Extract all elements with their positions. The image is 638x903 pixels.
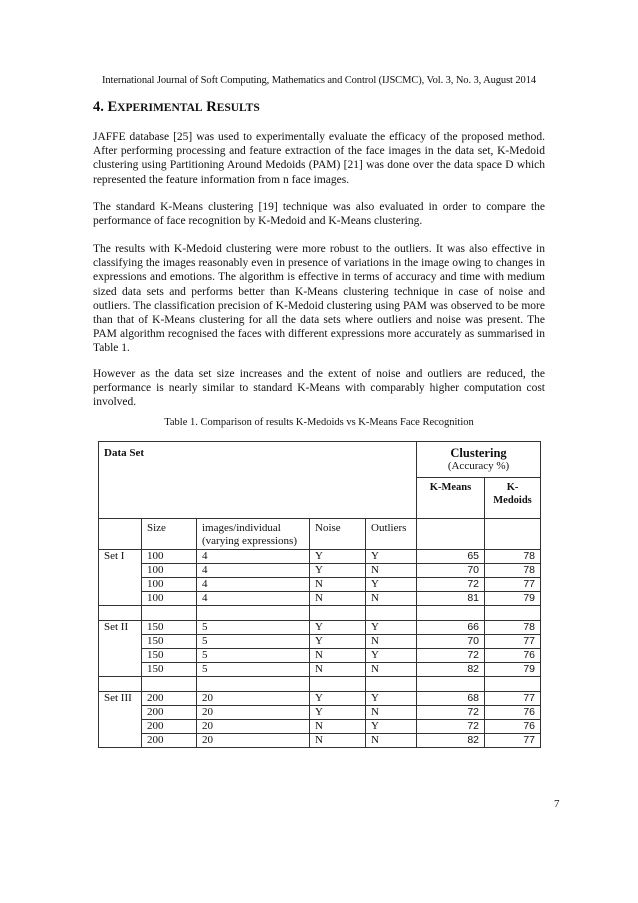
cell-images: 20 xyxy=(197,719,310,733)
set-name-cell: Set III xyxy=(99,691,142,747)
cell-noise: N xyxy=(310,662,366,676)
cell-noise: Y xyxy=(310,634,366,648)
cell-images: 5 xyxy=(197,648,310,662)
cell-outliers: N xyxy=(366,563,417,577)
spacer-row xyxy=(99,605,541,620)
cell-kmedoids: 78 xyxy=(485,620,541,634)
cell-size: 200 xyxy=(142,705,197,719)
cell-outliers: Y xyxy=(366,691,417,705)
cell-noise: Y xyxy=(310,705,366,719)
cell-kmeans: 65 xyxy=(417,549,485,563)
cell-noise: Y xyxy=(310,549,366,563)
cell-kmedoids: 76 xyxy=(485,719,541,733)
cell-kmeans: 70 xyxy=(417,563,485,577)
heading-rest-results: ESULTS xyxy=(216,102,260,114)
heading-initial-r: R xyxy=(206,99,217,115)
table-row xyxy=(99,691,541,705)
heading-rest-experimental: XPERIMENTAL xyxy=(117,102,203,114)
cell-kmeans: 68 xyxy=(417,691,485,705)
column-header-noise: Noise xyxy=(310,518,366,549)
clustering-header xyxy=(417,442,541,478)
cell-images: 5 xyxy=(197,662,310,676)
table-row xyxy=(99,549,541,563)
table-row xyxy=(99,577,541,591)
spacer-cell xyxy=(310,605,366,620)
cell-outliers: N xyxy=(366,591,417,605)
data-set-header: Data Set xyxy=(99,442,417,478)
cell-kmeans: 81 xyxy=(417,591,485,605)
cell-kmeans: 72 xyxy=(417,719,485,733)
table-row xyxy=(99,705,541,719)
cell-noise: Y xyxy=(310,620,366,634)
cell-kmedoids: 77 xyxy=(485,691,541,705)
kmeans-header: K-Means xyxy=(417,478,485,519)
heading-initial-e: E xyxy=(107,99,118,115)
set-name-cell: Set I xyxy=(99,549,142,605)
table-row xyxy=(99,648,541,662)
cell-kmedoids: 78 xyxy=(485,549,541,563)
section-number: 4. xyxy=(93,99,108,115)
cell-kmeans: 72 xyxy=(417,577,485,591)
paragraph-1: JAFFE database [25] was used to experimentally evaluate the efficacy of the proposed method. After performing processing and feature extraction of the face images in the data set, K-Medoid clustering using Partitioning Around Medoids (PAM) [21] was done over the data space D which represented the feature information from n face images. xyxy=(93,131,545,186)
kmedoids-header xyxy=(485,478,541,519)
spacer-cell xyxy=(417,605,485,620)
cell-size: 150 xyxy=(142,662,197,676)
empty-header-cell xyxy=(99,478,417,519)
cell-kmedoids: 76 xyxy=(485,705,541,719)
cell-outliers: Y xyxy=(366,648,417,662)
cell-size: 200 xyxy=(142,691,197,705)
spacer-cell xyxy=(142,676,197,691)
journal-header: International Journal of Soft Computing, Mathematics and Control (IJSCMC), Vol. 3, No. 3, August 2014 xyxy=(102,75,536,86)
cell-noise: N xyxy=(310,648,366,662)
table-row xyxy=(99,733,541,747)
section-heading xyxy=(93,99,260,116)
cell-kmedoids: 77 xyxy=(485,634,541,648)
set-name-cell: Set II xyxy=(99,620,142,676)
cell-images: 4 xyxy=(197,577,310,591)
cell-size: 150 xyxy=(142,634,197,648)
table-row xyxy=(99,563,541,577)
spacer-cell xyxy=(417,676,485,691)
spacer-cell xyxy=(485,605,541,620)
cell-noise: N xyxy=(310,733,366,747)
column-header-images xyxy=(197,518,310,549)
cell-noise: Y xyxy=(310,563,366,577)
cell-images: 4 xyxy=(197,563,310,577)
cell-images: 5 xyxy=(197,620,310,634)
cell-outliers: N xyxy=(366,634,417,648)
cell-noise: N xyxy=(310,591,366,605)
spacer-row xyxy=(99,676,541,691)
spacer-cell xyxy=(197,605,310,620)
cell-kmeans: 70 xyxy=(417,634,485,648)
column-header-empty xyxy=(99,518,142,549)
cell-outliers: Y xyxy=(366,549,417,563)
cell-outliers: Y xyxy=(366,719,417,733)
method-header-row xyxy=(99,478,541,519)
table-row xyxy=(99,719,541,733)
spacer-cell xyxy=(485,676,541,691)
paragraph-4: However as the data set size increases and the extent of noise and outliers are reduced, the performance is nearly similar to standard K-Means with comparably higher computation cost involved. xyxy=(93,368,545,409)
cell-kmeans: 82 xyxy=(417,733,485,747)
cell-kmedoids: 79 xyxy=(485,662,541,676)
cell-outliers: Y xyxy=(366,577,417,591)
cell-kmedoids: 76 xyxy=(485,648,541,662)
page-number: 7 xyxy=(554,798,560,810)
cell-images: 20 xyxy=(197,705,310,719)
cell-outliers: Y xyxy=(366,620,417,634)
table-row xyxy=(99,634,541,648)
cell-size: 100 xyxy=(142,563,197,577)
cell-images: 5 xyxy=(197,634,310,648)
cell-size: 150 xyxy=(142,648,197,662)
cell-noise: Y xyxy=(310,691,366,705)
cell-size: 200 xyxy=(142,733,197,747)
column-header-images-line1: images/individual xyxy=(202,521,281,534)
spacer-cell xyxy=(366,676,417,691)
cell-kmedoids: 78 xyxy=(485,563,541,577)
cell-kmeans: 66 xyxy=(417,620,485,634)
table-row xyxy=(99,662,541,676)
cell-size: 100 xyxy=(142,549,197,563)
cell-noise: N xyxy=(310,577,366,591)
table-header-row xyxy=(99,442,541,478)
table-caption: Table 1. Comparison of results K-Medoids vs K-Means Face Recognition xyxy=(164,417,474,428)
table-row xyxy=(99,591,541,605)
cell-images: 20 xyxy=(197,733,310,747)
cell-images: 4 xyxy=(197,591,310,605)
cell-noise: N xyxy=(310,719,366,733)
spacer-cell xyxy=(310,676,366,691)
cell-kmedoids: 77 xyxy=(485,733,541,747)
spacer-cell xyxy=(366,605,417,620)
cell-outliers: N xyxy=(366,662,417,676)
column-header-outliers: Outliers xyxy=(366,518,417,549)
spacer-cell xyxy=(99,605,142,620)
cell-outliers: N xyxy=(366,705,417,719)
clustering-title: Clustering xyxy=(450,446,507,460)
spacer-cell xyxy=(99,676,142,691)
results-table xyxy=(98,441,541,748)
paragraph-3: The results with K-Medoid clustering were more robust to the outliers. It was also effective in classifying the images reasonably even in presence of variations in the image owing to changes in expressions and emotions. The algorithm is effective in terms of accuracy and time with medium sized data sets and performs better than K-Means clustering technique in case of noise and outliers. The classification precision of K-Medoid clustering using PAM was observed to be more than that of K-Means clustering for all the data sets where outliers and noise was present. The PAM algorithm recognised the faces with different expressions more accurately as summarised in Table 1. xyxy=(93,243,545,355)
column-header-empty-kmeans xyxy=(417,518,485,549)
cell-size: 100 xyxy=(142,577,197,591)
cell-images: 20 xyxy=(197,691,310,705)
kmedoids-header-line2: Medoids xyxy=(493,495,532,506)
column-header-size: Size xyxy=(142,518,197,549)
accuracy-subtitle: (Accuracy %) xyxy=(447,460,510,472)
spacer-cell xyxy=(197,676,310,691)
cell-kmedoids: 79 xyxy=(485,591,541,605)
column-header-images-line2: (varying expressions) xyxy=(202,534,298,547)
cell-size: 100 xyxy=(142,591,197,605)
cell-kmedoids: 77 xyxy=(485,577,541,591)
cell-size: 150 xyxy=(142,620,197,634)
table-row xyxy=(99,620,541,634)
paragraph-2: The standard K-Means clustering [19] technique was also evaluated in order to compare the performance of face recognition by K-Medoid and K-Means clustering. xyxy=(93,201,545,228)
cell-kmeans: 72 xyxy=(417,705,485,719)
column-header-empty-kmedoids xyxy=(485,518,541,549)
column-header-row xyxy=(99,518,541,549)
cell-images: 4 xyxy=(197,549,310,563)
cell-size: 200 xyxy=(142,719,197,733)
spacer-cell xyxy=(142,605,197,620)
kmedoids-header-line1: K- xyxy=(506,482,519,493)
cell-kmeans: 72 xyxy=(417,648,485,662)
cell-kmeans: 82 xyxy=(417,662,485,676)
cell-outliers: N xyxy=(366,733,417,747)
